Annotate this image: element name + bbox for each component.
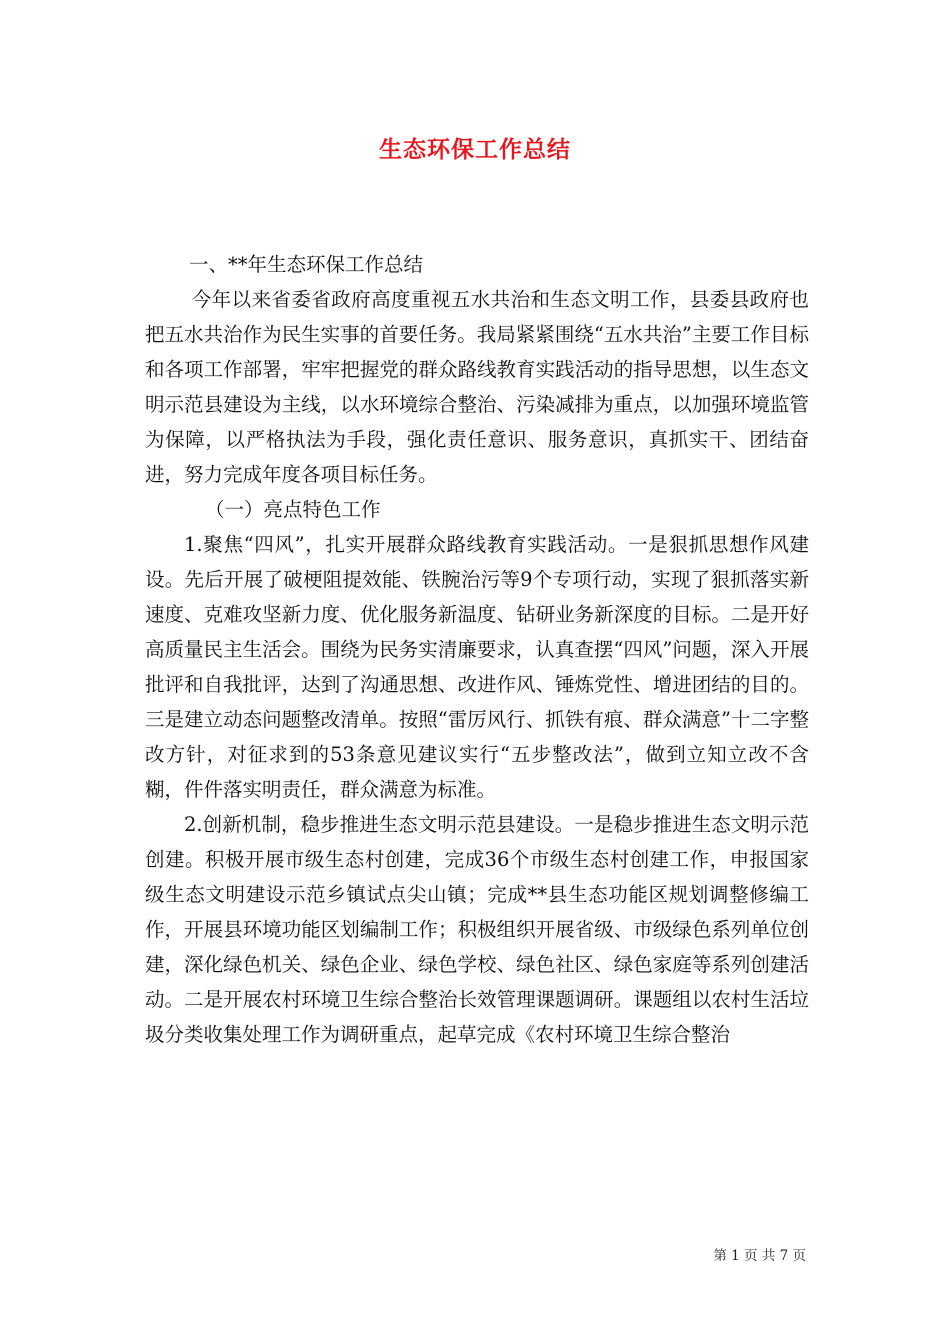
paragraph: 2.创新机制，稳步推进生态文明示范县建设。一是稳步推进生态文明示范创建。积极开展市级生态村创建，完成36个市级生态村创建工作，申报国家级生态文明建设示范乡镇试点尖山镇；完成**县生态功能区规划调整修编工作，开展县环境功能区划编制工作；积极组织开展省级、市级绿色系列单位创建，深化绿色机关、绿色企业、绿色学校、绿色社区、绿色家庭等系列创建活动。二是开展农村环境卫生综合整治长效管理课题调研。课题组以农村生活垃圾分类收集处理工作为调研重点，起草完成《农村环境卫生综合整治 <box>145 813 809 1046</box>
paragraph: 今年以来省委省政府高度重视五水共治和生态文明工作，县委县政府也把五水共治作为民生实事的首要任务。我局紧紧围绕“五水共治”主要工作目标和各项工作部署，牢牢把握党的群众路线教育实践活动的指导思想，以生态文明示范县建设为主线，以水环境综合整治、污染减排为重点，以加强环境监管为保障，以严格执法为手段，强化责任意识、服务意识，真抓实干、团结奋进，努力完成年度各项目标任务。 <box>145 288 809 486</box>
page-title: 生态环保工作总结 <box>379 136 571 163</box>
paragraph: 1.聚焦“四风”，扎实开展群众路线教育实践活动。一是狠抓思想作风建设。先后开展了破梗阻提效能、铁腕治污等9个专项行动，实现了狠抓落实新速度、克难攻坚新力度、优化服务新温度、钻研业务新深度的目标。二是开好高质量民主生活会。围绕为民务实清廉要求，认真查摆“四风”问题，深入开展批评和自我批评，达到了沟通思想、改进作风、锤炼党性、增进团结的目的。三是建立动态问题整改清单。按照“雷厉风行、抓铁有痕、群众满意”十二字整改方针，对征求到的53条意见建议实行“五步整改法”，做到立知立改不含糊，件件落实明责任，群众满意为标准。 <box>145 533 809 801</box>
page-number: 第 1 页 共 7 页 <box>713 1248 806 1264</box>
subsection-heading: （一）亮点特色工作 <box>205 498 381 521</box>
document-body <box>145 247 809 1052</box>
section-heading: 一、**年生态环保工作总结 <box>189 253 424 276</box>
